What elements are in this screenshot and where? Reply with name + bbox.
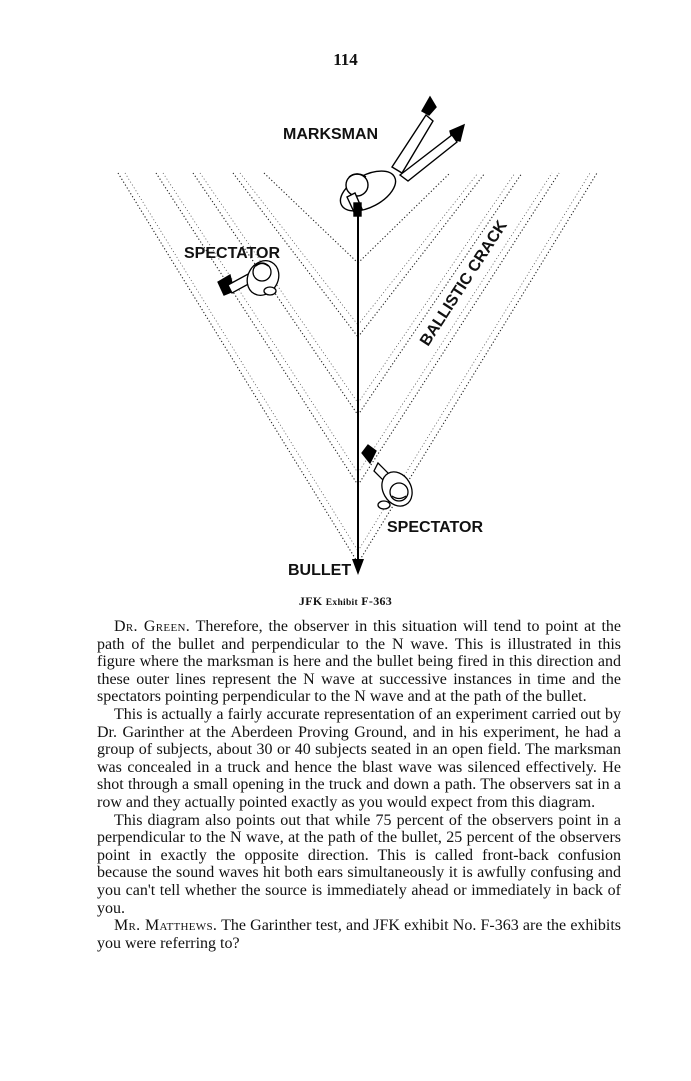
exhibit-diagram — [100, 85, 620, 585]
bullet-arrowhead — [352, 559, 364, 575]
marksman-label: MARKSMAN — [283, 126, 379, 143]
page-number: 114 — [333, 50, 358, 69]
n-wave-line-right-3 — [358, 173, 522, 415]
paragraph — [97, 618, 621, 706]
spectator-top-label: SPECTATOR — [184, 245, 281, 262]
paragraph — [97, 812, 621, 918]
n-wave-line-left-3 — [193, 173, 358, 415]
n-wave-line-right-2 — [358, 173, 559, 485]
paragraph-text: The Garinther test, and JFK exhibit No. F-363 are the exhibits you were referring to? — [97, 917, 621, 952]
paragraph — [97, 917, 621, 952]
bullet-label: BULLET — [288, 562, 352, 579]
paragraph-text: This is actually a fairly accurate representation of an experiment carried out by Dr. Garinther at the Aberdeen Proving Ground, and in his experiment, he had a group of subjects, about 30 or 40 subjects seated in an open field. The marksman was concealed in a truck and hence the blast wave was silenced effectively. He shot through a small opening in the truck and down a path. The observers sat in a row and they actually pointed exactly as you would expect from this diagram. — [97, 705, 621, 811]
ballistic-crack-label: BALLISTIC CRACK — [417, 217, 511, 350]
paragraph-text: Therefore, the observer in this situation will tend to point at the path of the bullet and perpendicular to the N wave. This is illustrated in this figure where the marksman is here and the bullet being fired in this direction and these outer lines represent the N wave at successive instances in time and the spectators pointing perpendicular to the N wave and at the path of the bullet. — [97, 618, 621, 706]
paragraph-text: This diagram also points out that while 75 percent of the observers point in a perpendicular to the N wave, at the path of the bullet, 25 percent of the observers point in exactly the opposite direction. This is called front-back confusion because the sound waves hit both ears simultaneously it is awfully confusing and you can't tell whether the source is immediately ahead or immediately in back of you. — [97, 811, 621, 917]
speaker-name: Dr. Green. — [114, 618, 191, 635]
figure-caption — [0, 594, 691, 609]
marksman-figure — [334, 97, 464, 219]
transcript-body — [97, 618, 621, 952]
speaker-name: Mr. Matthews. — [114, 917, 218, 935]
caption-exhibit-word: Exhibit — [325, 598, 358, 608]
caption-prefix: JFK — [298, 594, 326, 608]
caption-number: F-363 — [357, 594, 393, 608]
n-wave-line-left-1 — [118, 173, 358, 563]
spectator-bottom-label: SPECTATOR — [387, 519, 484, 536]
n-wave-line-left-2 — [156, 173, 358, 485]
ballistic-crack-diagram — [100, 85, 620, 585]
paragraph — [97, 706, 621, 812]
